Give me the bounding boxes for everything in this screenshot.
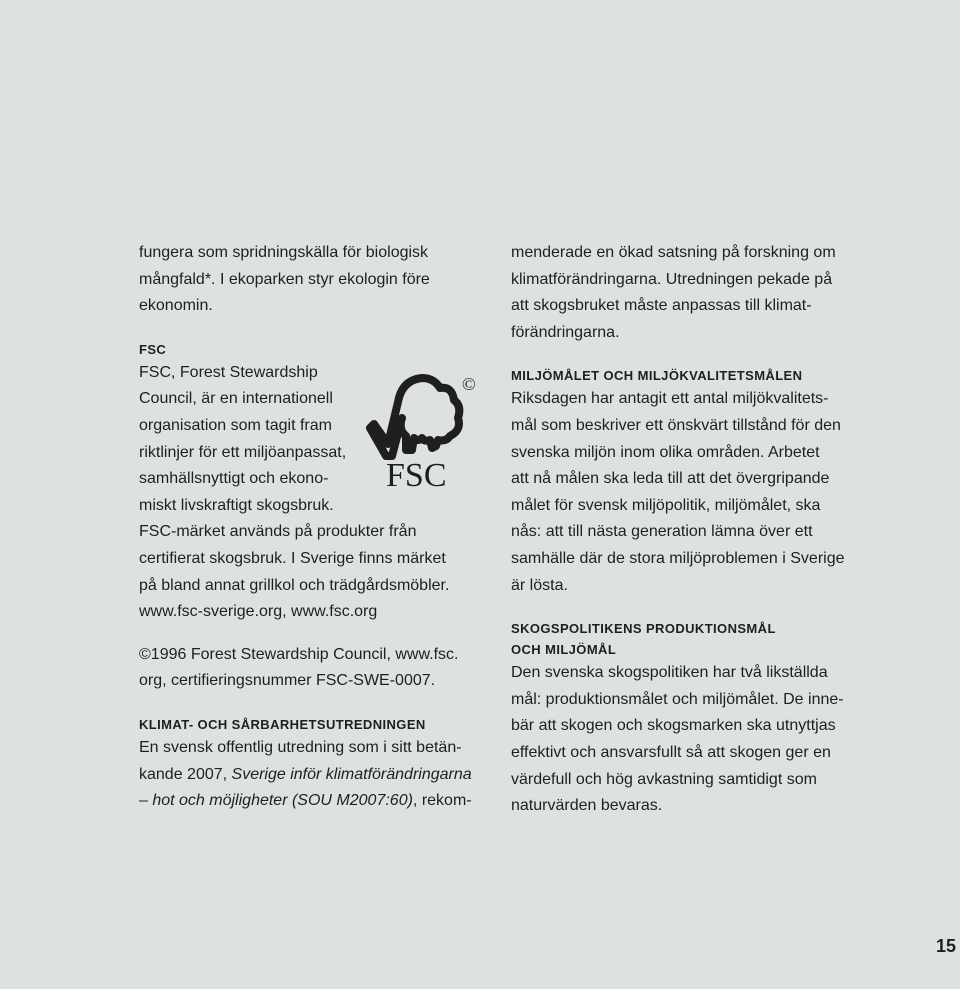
text-line: samhällsnyttigt och ekono- [139, 470, 329, 488]
text-line: bär att skogen och skogsmarken ska utnyttjas [511, 717, 836, 735]
skog-heading: SKOGSPOLITIKENS PRODUKTIONSMÅL [511, 621, 776, 637]
text-line: svenska miljön inom olika områden. Arbetet [511, 443, 820, 461]
text-line: Den svenska skogspolitiken har två likställda [511, 664, 828, 682]
text-line: förändringarna. [511, 323, 620, 341]
text-line: nås: att till nästa generation lämna över ett [511, 523, 813, 541]
text-line: att nå målen ska leda till att det övergripande [511, 470, 830, 488]
text-line: mål som beskriver ett önskvärt tillstånd för den [511, 416, 841, 434]
text-line [139, 762, 484, 789]
text-line: på bland annat grillkol och trädgårdsmöbler. [139, 576, 450, 594]
fsc-logo-text: FSC [386, 457, 447, 490]
text-line: mångfald*. I ekoparken styr ekologin före [139, 270, 430, 288]
text-line: värdefull och hög avkastning samtidigt som [511, 770, 817, 788]
fsc-links: www.fsc-sverige.org, www.fsc.org [139, 603, 378, 621]
text-plain: , rekom- [412, 792, 472, 810]
text-line: ekonomin. [139, 297, 213, 315]
klimat-heading: KLIMAT- OCH SÅRBARHETSUTREDNINGEN [139, 716, 426, 732]
text-line: miskt livskraftigt skogsbruk. [139, 496, 334, 514]
text-line: är lösta. [511, 576, 568, 594]
text-plain: kande 2007, [139, 765, 232, 783]
text-line: En svensk offentlig utredning som i sitt betän- [139, 738, 462, 756]
text-line: organisation som tagit fram [139, 416, 332, 434]
report-title: – hot och möjligheter (SOU M2007:60) [139, 792, 413, 810]
copyright-line: ©1996 Forest Stewardship Council, www.fsc. [139, 645, 459, 663]
text-line [139, 788, 484, 815]
text-line: naturvärden bevaras. [511, 797, 663, 815]
text-line: samhälle där de stora miljöproblemen i Sverige [511, 549, 845, 567]
skog-heading: OCH MILJÖMÅL [511, 642, 617, 658]
text-line: FSC, Forest Stewardship [139, 363, 318, 381]
report-title: Sverige inför klimatförändringarna [231, 765, 472, 783]
fsc-heading: FSC [139, 341, 167, 357]
text-line: att skogsbruket måste anpassas till klimat- [511, 297, 812, 315]
text-line: menderade en ökad satsning på forskning om [511, 244, 836, 261]
miljo-heading: MILJÖMÅLET OCH MILJÖKVALITETSMÅLEN [511, 368, 803, 384]
text-line: mål: produktionsmålet och miljömålet. De inne- [511, 690, 844, 708]
text-line: målet för svensk miljöpolitik, miljömålet, ska [511, 496, 821, 514]
left-column [139, 240, 484, 815]
text-line: fungera som spridningskälla för biologisk [139, 244, 429, 261]
copyright-line: org, certifieringsnummer FSC-SWE-0007. [139, 672, 436, 690]
text-line: klimatförändringarna. Utredningen pekade på [511, 270, 833, 288]
text-line: FSC-märket används på produkter från [139, 523, 417, 541]
text-line: certifierat skogsbruk. I Sverige finns märket [139, 549, 446, 567]
right-column [511, 240, 861, 820]
text-line: Council, är en internationell [139, 390, 333, 408]
text-line: riktlinjer för ett miljöanpassat, [139, 443, 347, 461]
registered-mark: © [462, 374, 476, 394]
text-line: Riksdagen har antagit ett antal miljökvalitets- [511, 390, 829, 408]
page-number: 15 [935, 936, 956, 956]
fsc-tree-checkmark-icon [366, 372, 476, 490]
text-line: effektivt och ansvarsfullt så att skogen ger en [511, 743, 831, 761]
fsc-logo [366, 372, 476, 490]
